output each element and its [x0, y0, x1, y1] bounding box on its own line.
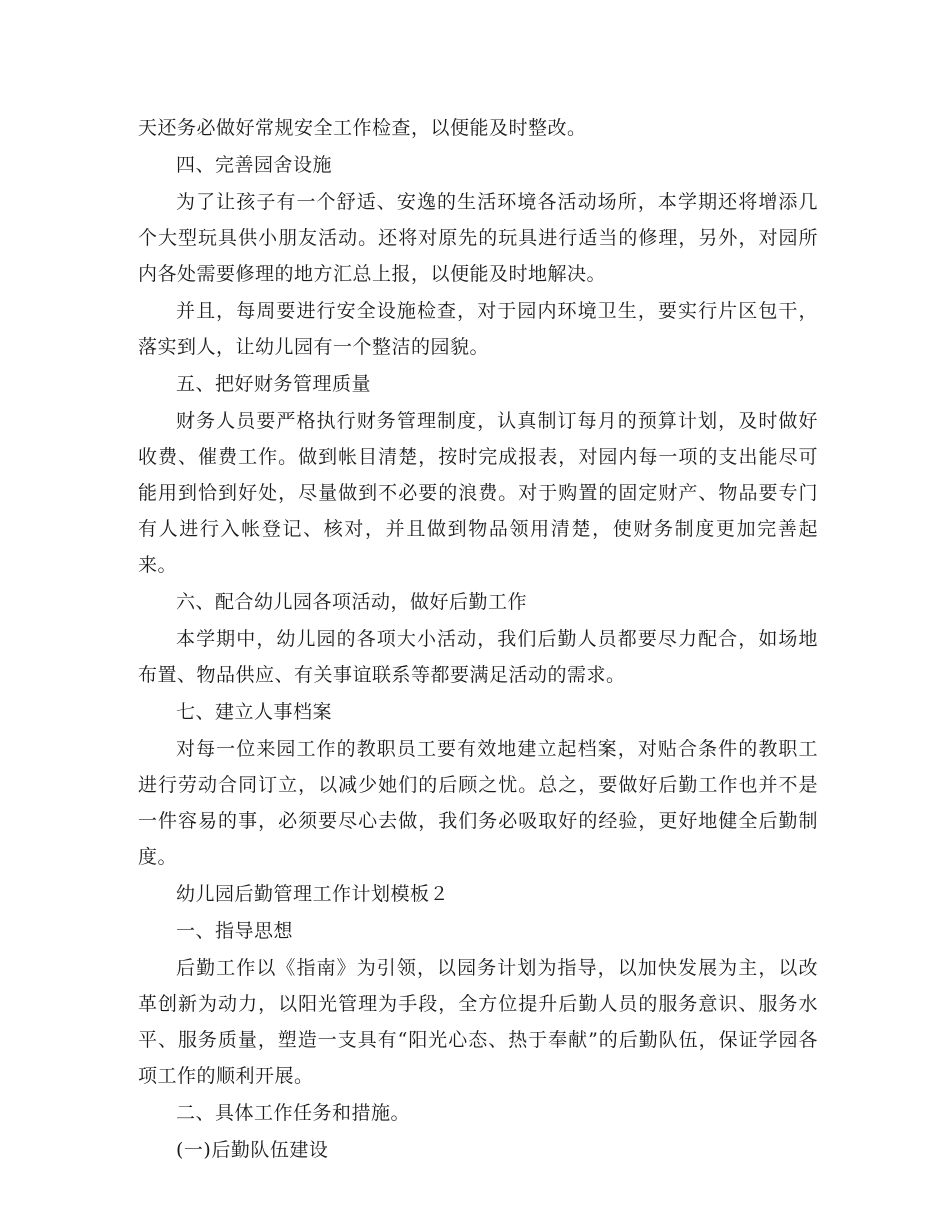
section-heading: 六、配合幼儿园各项活动，做好后勤工作 [176, 591, 528, 613]
section-heading: 一、指导思想 [176, 920, 294, 942]
document-subtitle: 幼儿园后勤管理工作计划模板２ [176, 883, 450, 905]
paragraph: 后勤工作以《指南》为引领，以园务计划为指导，以加快发展为主，以改革创新为动力，以阳光管理为手段，全方位提升后勤人员的服务意识、服务水平、服务质量，塑造一支具有“阳光心态、热于奉献”的后勤队伍，保证学园各项工作的顺利开展。 [138, 957, 818, 1087]
paragraph: 并且，每周要进行安全设施检查，对于园内环境卫生，要实行片区包干，落实到人，让幼儿园有一个整洁的园貌。 [138, 300, 818, 358]
paragraph: 为了让孩子有一个舒适、安逸的生活环境各活动场所，本学期还将增添几个大型玩具供小朋友活动。还将对原先的玩具进行适当的修理，另外，对园所内各处需要修理的地方汇总上报，以便能及时地解决。 [138, 191, 818, 285]
section-heading: 二、具体工作任务和措施。 [176, 1102, 411, 1124]
subsection-heading: (一)后勤队伍建设 [176, 1139, 329, 1161]
paragraph: 本学期中，幼儿园的各项大小活动，我们后勤人员都要尽力配合，如场地布置、物品供应、有关事谊联系等都要满足活动的需求。 [138, 628, 818, 686]
paragraph: 对每一位来园工作的教职员工要有效地建立起档案，对贴合条件的教职工进行劳动合同订立，以减少她们的后顾之忧。总之，要做好后勤工作也并不是一件容易的事，必须要尽心去做，我们务必吸取好的经验，更好地健全后勤制度。 [138, 738, 818, 868]
paragraph: 天还务必做好常规安全工作检查，以便能及时整改。 [138, 117, 587, 139]
section-heading: 七、建立人事档案 [176, 701, 333, 723]
section-heading: 四、完善园舍设施 [176, 154, 333, 176]
paragraph: 财务人员要严格执行财务管理制度，认真制订每月的预算计划，及时做好收费、催费工作。做到帐目清楚，按时完成报表，对园内每一项的支出能尽可能用到恰到好处，尽量做到不必要的浪费。对于购置的固定财产、物品要专门有人进行入帐登记、核对，并且做到物品领用清楚，使财务制度更加完善起来。 [138, 410, 818, 576]
section-heading: 五、把好财务管理质量 [176, 373, 372, 395]
document-body [138, 110, 818, 1168]
